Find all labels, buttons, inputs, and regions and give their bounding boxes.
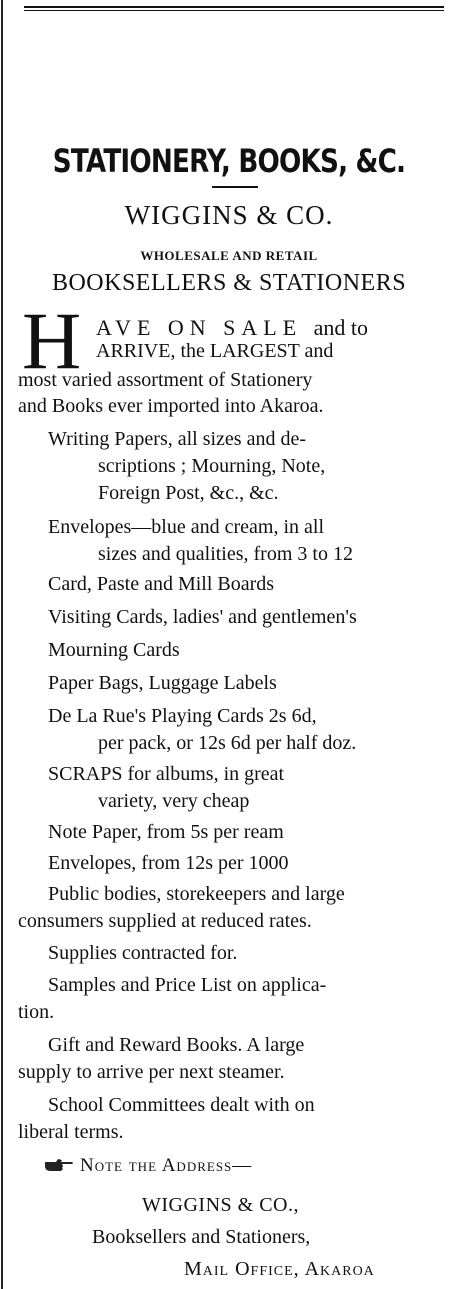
item-line: Samples and Price List on applica- [48,974,327,996]
item-line: Envelopes, from 12s per 1000 [48,852,289,874]
item-line: scriptions ; Mourning, Note, [98,455,326,477]
item-line: supply to arrive per next steamer. [18,1061,285,1083]
item-line: sizes and qualities, from 3 to 12 [98,543,353,565]
item-line: De La Rue's Playing Cards 2s 6d, [48,705,317,727]
intro-line-1 [96,315,368,341]
top-double-rule [24,6,444,8]
address-note-label: Note the Address— [80,1155,253,1176]
item-line: variety, very cheap [98,790,250,812]
intro-line-1-caps: AVE ON SALE [96,315,303,340]
footer-trade: Booksellers and Stationers, [92,1226,311,1248]
item-line: Foreign Post, &c., &c. [98,482,279,504]
advert-headline: STATIONERY, BOOKS, &C. [52,142,406,180]
item-line: Gift and Reward Books. A large [48,1034,305,1056]
intro-line-1-tail: and to [313,315,369,340]
pointing-hand-icon [44,1157,74,1173]
item-line: School Committees dealt with on [48,1094,315,1116]
item-line: Writing Papers, all sizes and de- [48,428,307,450]
item-line: Envelopes—blue and cream, in all [48,516,325,538]
item-line: SCRAPS for albums, in great [48,763,285,785]
company-name: WIGGINS & CO. [124,200,334,230]
item-line: consumers supplied at reduced rates. [18,910,312,932]
item-line: Note Paper, from 5s per ream [48,821,284,843]
drop-cap: H [22,295,82,386]
footer-location: Mail Office, Akaroa [184,1258,375,1280]
address-note [44,1155,252,1177]
footer-company-name: WIGGINS & CO., [142,1194,299,1216]
intro-line-2: ARRIVE, the LARGEST and [96,340,334,362]
top-double-rule-inner [24,10,444,11]
headline-underline [212,186,258,188]
item-line: Mourning Cards [48,639,180,661]
intro-line-4: and Books ever imported into Akaroa. [18,395,324,417]
item-line: Supplies contracted for. [48,942,238,964]
item-line: Visiting Cards, ladies' and gentlemen's [48,606,357,628]
item-line: per pack, or 12s 6d per half doz. [98,732,357,754]
column-left-border [1,0,3,1289]
item-line: Paper Bags, Luggage Labels [48,672,277,694]
item-line: tion. [18,1001,55,1023]
intro-line-3: most varied assortment of Stationery [18,369,313,391]
trade-heading: BOOKSELLERS & STATIONERS [51,270,407,296]
item-line: Card, Paste and Mill Boards [48,573,275,595]
item-line: Public bodies, storekeepers and large [48,883,345,905]
wholesale-retail-subhead: WHOLESALE AND RETAIL [140,248,318,263]
item-line: liberal terms. [18,1121,124,1143]
